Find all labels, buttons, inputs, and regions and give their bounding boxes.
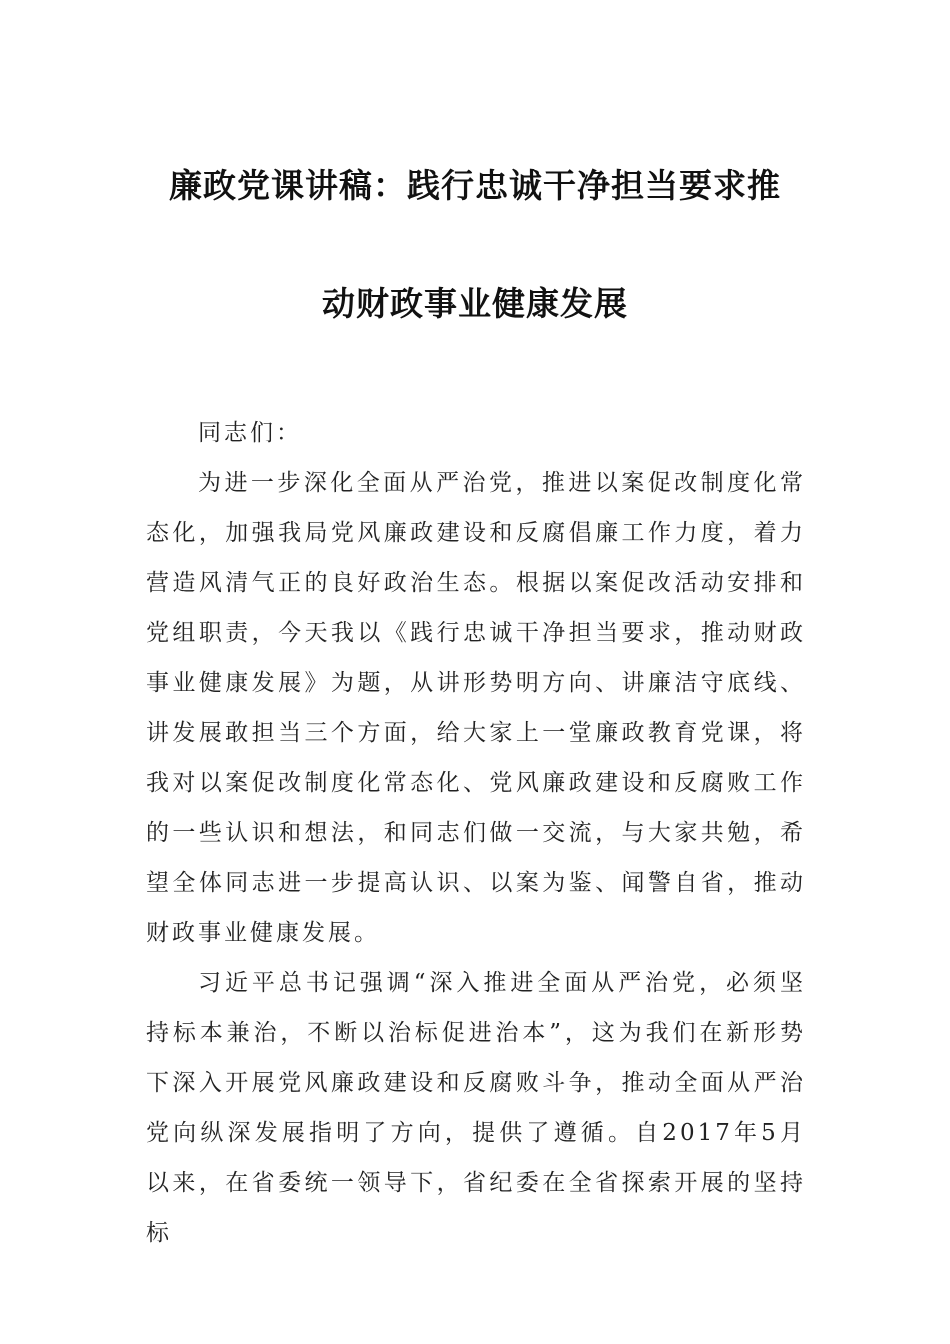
paragraph-xi-quote: 习近平总书记强调“深入推进全面从严治党，必须坚持标本兼治，不断以治标促进治本”，这为我们在新形势下深入开展党风廉政建设和反腐败斗争，推动全面从严治党向纵深发展指明了方向，提供了遵循。自2017年5月以来，在省委统一领导下，省纪委在全省探索开展的坚持标: [146, 970, 806, 1246]
salutation: 同志们：: [198, 420, 302, 446]
document-title-line-2: 动财政事业健康发展: [322, 284, 628, 323]
paragraph-intro: 为进一步深化全面从严治党，推进以案促改制度化常态化，加强我局党风廉政建设和反腐倡廉工作力度，着力营造风清气正的良好政治生态。根据以案促改活动安排和党组职责，今天我以《践行忠诚干净担当要求，推动财政事业健康发展》为题，从讲形势明方向、讲廉洁守底线、讲发展敢担当三个方面，给大家上一堂廉政教育党课，将我对以案促改制度化常态化、党风廉政建设和反腐败工作的一些认识和想法，和同志们做一交流，与大家共勉，希望全体同志进一步提高认识、以案为鉴、闻警自省，推动财政事业健康发展。: [146, 470, 806, 946]
document-title-line-1: 廉政党课讲稿：践行忠诚干净担当要求推: [169, 166, 781, 205]
document-body: [146, 408, 806, 1258]
